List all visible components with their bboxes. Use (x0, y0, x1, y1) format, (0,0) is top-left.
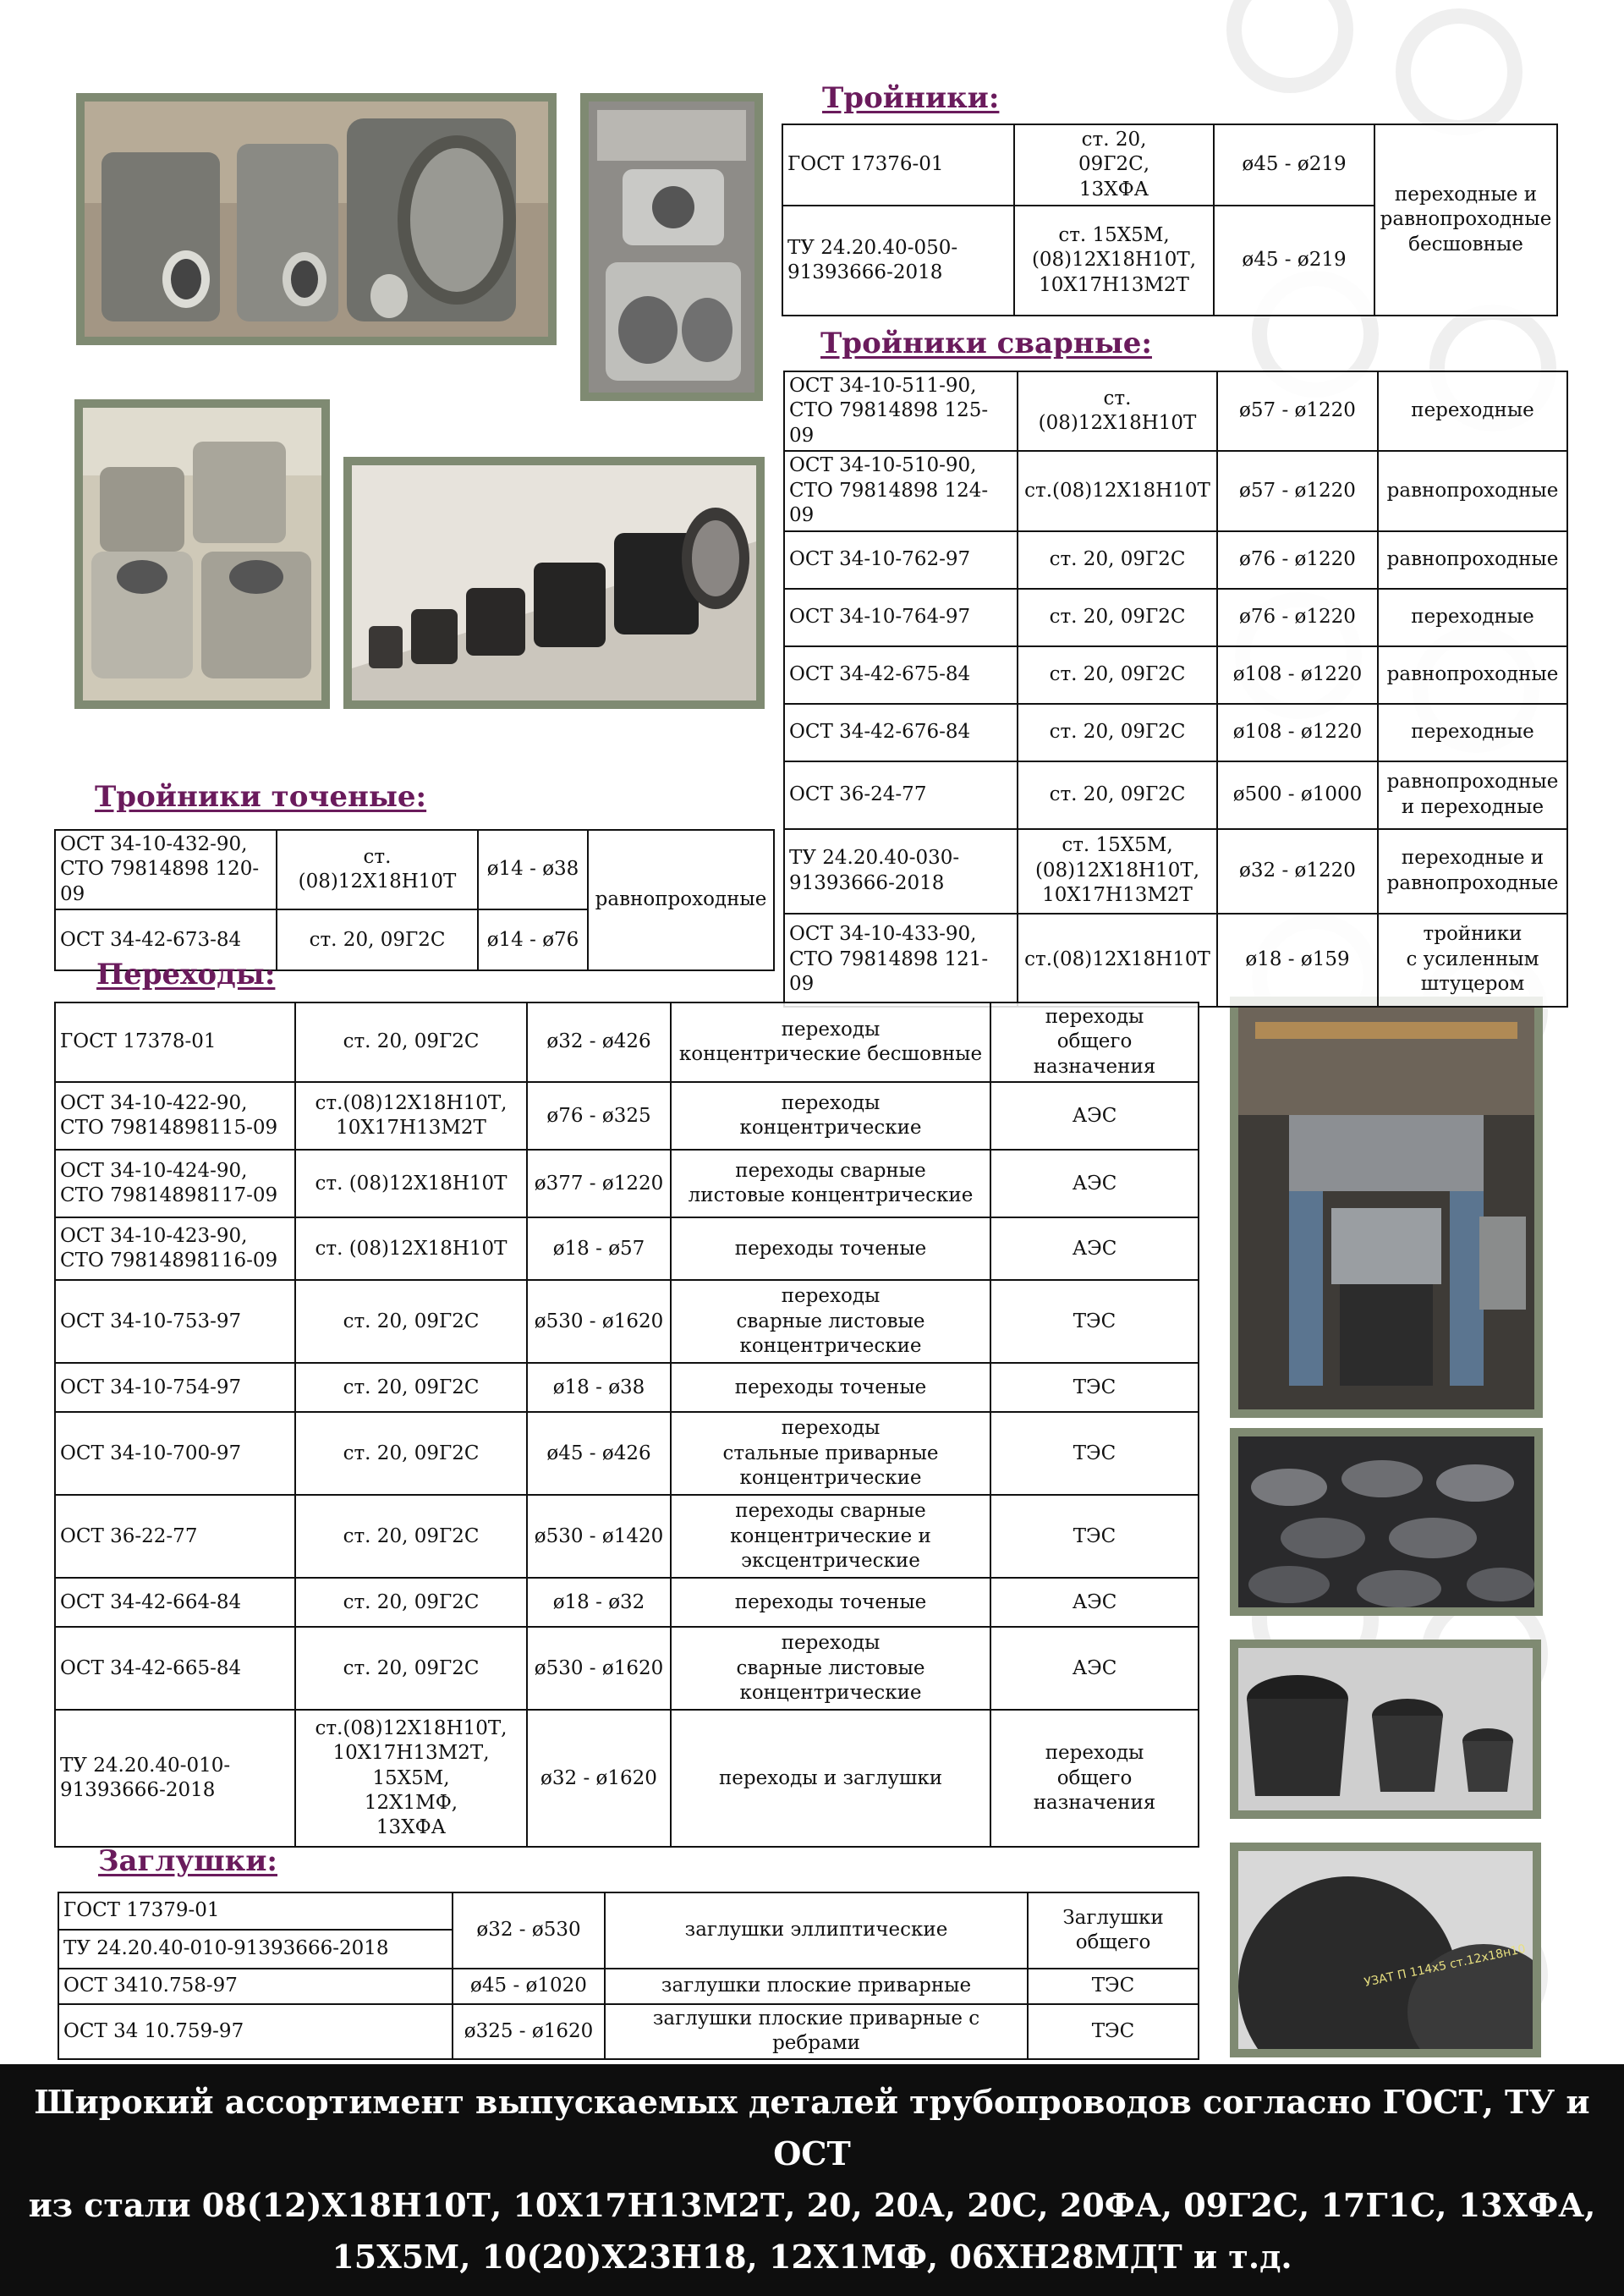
photo-tees-assortment (76, 93, 557, 345)
welded-tees-steel-5: ст. 20, 09Г2С (1018, 704, 1217, 761)
welded-tees-heading: Тройники сварные: (820, 327, 1152, 360)
welded-tees-row (784, 371, 1567, 451)
reducers-type-0: переходы концентрические бесшовные (671, 1002, 990, 1082)
reducers-dia-0: ø32 - ø426 (527, 1002, 671, 1082)
reducers-type-9: переходы сварные листовые концентрические (671, 1627, 990, 1710)
reducers-use-5: ТЭС (990, 1363, 1199, 1412)
photo-polished-tees (74, 399, 330, 709)
photo-press-machine (1230, 997, 1543, 1418)
caps-std-1: ОСТ 34 10.759-97 (58, 2004, 453, 2059)
reducers-std-9: ОСТ 34-42-665-84 (55, 1627, 295, 1710)
tees-dia-1: ø45 - ø219 (1214, 206, 1374, 316)
welded-tees-dia-5: ø108 - ø1220 (1217, 704, 1378, 761)
reducers-std-0: ГОСТ 17378-01 (55, 1002, 295, 1082)
reducers-steel-0: ст. 20, 09Г2С (295, 1002, 527, 1082)
welded-tees-type-5: переходные (1378, 704, 1567, 761)
welded-tees-type-7: переходные и равнопроходные (1378, 829, 1567, 914)
welded-tees-std-8: ОСТ 34-10-433-90, СТО 79814898 121-09 (784, 914, 1018, 1007)
reducers-row (55, 1280, 1199, 1363)
reducers-dia-8: ø18 - ø32 (527, 1578, 671, 1627)
caps-type-0: заглушки плоские приварные (605, 1969, 1028, 2004)
reducers-use-6: ТЭС (990, 1412, 1199, 1495)
reducers-row (55, 1412, 1199, 1495)
cap-marking-text: УЗАТ П 114х5 ст.12х18н10 (1363, 1942, 1528, 1990)
welded-tees-steel-2: ст. 20, 09Г2С (1018, 531, 1217, 589)
tees-table (782, 124, 1558, 316)
welded-tees-dia-8: ø18 - ø159 (1217, 914, 1378, 1007)
reducers-heading: Переходы: (96, 958, 276, 991)
caps-dia-1: ø325 - ø1620 (453, 2004, 605, 2059)
reducers-std-7: ОСТ 36-22-77 (55, 1495, 295, 1578)
reducers-steel-10: ст.(08)12Х18Н10Т, 10Х17Н13М2Т, 15Х5М, 12Х1МФ, 13ХФА (295, 1710, 527, 1847)
welded-tees-row (784, 531, 1567, 589)
welded-tees-std-1: ОСТ 34-10-510-90, СТО 79814898 124-09 (784, 451, 1018, 530)
photo-black-tees-row (343, 457, 765, 709)
welded-tees-row (784, 704, 1567, 761)
photo-reducers (1230, 1640, 1541, 1819)
reducers-dia-9: ø530 - ø1620 (527, 1627, 671, 1710)
reducers-steel-9: ст. 20, 09Г2С (295, 1627, 527, 1710)
welded-tees-steel-6: ст. 20, 09Г2С (1018, 761, 1217, 829)
reducers-use-10: переходы общего назначения (990, 1710, 1199, 1847)
reducers-type-8: переходы точеные (671, 1578, 990, 1627)
reducers-use-3: АЭС (990, 1217, 1199, 1280)
caps-dia-0: ø45 - ø1020 (453, 1969, 605, 2004)
reducers-use-9: АЭС (990, 1627, 1199, 1710)
reducers-table (54, 1002, 1199, 1848)
turned-tees-std-0: ОСТ 34-10-432-90, СТО 79814898 120-09 (55, 830, 277, 909)
tees-dia-0: ø45 - ø219 (1214, 124, 1374, 206)
tees-heading: Тройники: (822, 81, 1000, 115)
turned-tees-dia-1: ø14 - ø76 (478, 909, 588, 970)
reducers-row (55, 1495, 1199, 1578)
caps-std-0: ОСТ 3410.758-97 (58, 1969, 453, 2004)
turned-tees-steel-1: ст. 20, 09Г2С (277, 909, 478, 970)
welded-tees-steel-4: ст. 20, 09Г2С (1018, 646, 1217, 704)
welded-tees-dia-2: ø76 - ø1220 (1217, 531, 1378, 589)
welded-tees-std-4: ОСТ 34-42-675-84 (784, 646, 1018, 704)
turned-tees-std-1: ОСТ 34-42-673-84 (55, 909, 277, 970)
reducers-steel-7: ст. 20, 09Г2С (295, 1495, 527, 1578)
welded-tees-type-8: тройники с усиленным штуцером (1378, 914, 1567, 1007)
welded-tees-row (784, 761, 1567, 829)
caps-table (58, 1892, 1199, 2060)
tees-steel-1: ст. 15Х5М, (08)12Х18Н10Т, 10Х17Н13М2Т (1014, 206, 1214, 316)
welded-tees-type-1: равнопроходные (1378, 451, 1567, 530)
tees-std-0: ГОСТ 17376-01 (782, 124, 1014, 206)
reducers-use-0: переходы общего назначения (990, 1002, 1199, 1082)
reducers-use-8: АЭС (990, 1578, 1199, 1627)
reducers-type-3: переходы точеные (671, 1217, 990, 1280)
footer-banner (0, 2064, 1624, 2296)
turned-tees-heading: Тройники точеные: (95, 780, 427, 814)
reducers-type-6: переходы стальные приварные концентрические (671, 1412, 990, 1495)
caps-dia-group: ø32 - ø530 (453, 1892, 605, 1969)
reducers-steel-8: ст. 20, 09Г2С (295, 1578, 527, 1627)
turned-tees-table (54, 829, 775, 971)
welded-tees-steel-8: ст.(08)12Х18Н10Т (1018, 914, 1217, 1007)
reducers-type-2: переходы сварные листовые концентрические (671, 1150, 990, 1217)
reducers-steel-5: ст. 20, 09Г2С (295, 1363, 527, 1412)
reducers-row (55, 1082, 1199, 1150)
reducers-type-7: переходы сварные концентрические и эксцентрические (671, 1495, 990, 1578)
footer-line-3: 15Х5М, 10(20)Х23Н18, 12Х1МФ, 06ХН28МДТ и т.д. (332, 2237, 1292, 2276)
turned-tees-type: равнопроходные (588, 830, 774, 970)
reducers-dia-5: ø18 - ø38 (527, 1363, 671, 1412)
welded-tees-row (784, 829, 1567, 914)
reducers-use-1: АЭС (990, 1082, 1199, 1150)
reducers-std-5: ОСТ 34-10-754-97 (55, 1363, 295, 1412)
caps-use-0: ТЭС (1028, 1969, 1199, 2004)
reducers-steel-3: ст. (08)12Х18Н10Т (295, 1217, 527, 1280)
welded-tees-type-4: равнопроходные (1378, 646, 1567, 704)
reducers-std-10: ТУ 24.20.40-010- 91393666-2018 (55, 1710, 295, 1847)
reducers-dia-3: ø18 - ø57 (527, 1217, 671, 1280)
reducers-type-1: переходы концентрические (671, 1082, 990, 1150)
reducers-dia-10: ø32 - ø1620 (527, 1710, 671, 1847)
footer-line-1: Широкий ассортимент выпускаемых деталей трубопроводов согласно ГОСТ, ТУ и ОСТ (34, 2083, 1590, 2173)
photo-flanges-pile (1230, 1428, 1543, 1616)
tees-type: переходные и равнопроходные бесшовные (1374, 124, 1557, 316)
reducers-use-2: АЭС (990, 1150, 1199, 1217)
reducers-row (55, 1002, 1199, 1082)
caps-type-1: заглушки плоские приварные с ребрами (605, 2004, 1028, 2059)
reducers-std-4: ОСТ 34-10-753-97 (55, 1280, 295, 1363)
welded-tees-steel-3: ст. 20, 09Г2С (1018, 589, 1217, 646)
reducers-steel-2: ст. (08)12Х18Н10Т (295, 1150, 527, 1217)
welded-tees-std-5: ОСТ 34-42-676-84 (784, 704, 1018, 761)
caps-heading: Заглушки: (98, 1844, 277, 1878)
reducers-std-2: ОСТ 34-10-424-90, СТО 79814898117-09 (55, 1150, 295, 1217)
reducers-dia-6: ø45 - ø426 (527, 1412, 671, 1495)
welded-tees-dia-4: ø108 - ø1220 (1217, 646, 1378, 704)
reducers-type-5: переходы точеные (671, 1363, 990, 1412)
caps-type-group: заглушки эллиптические (605, 1892, 1028, 1969)
welded-tees-type-2: равнопроходные (1378, 531, 1567, 589)
reducers-row (55, 1627, 1199, 1710)
welded-tees-std-7: ТУ 24.20.40-030- 91393666-2018 (784, 829, 1018, 914)
reducers-std-3: ОСТ 34-10-423-90, СТО 79814898116-09 (55, 1217, 295, 1280)
reducers-row (55, 1710, 1199, 1847)
reducers-dia-1: ø76 - ø325 (527, 1082, 671, 1150)
reducers-std-6: ОСТ 34-10-700-97 (55, 1412, 295, 1495)
reducers-use-7: ТЭС (990, 1495, 1199, 1578)
welded-tees-dia-0: ø57 - ø1220 (1217, 371, 1378, 451)
reducers-steel-1: ст.(08)12Х18Н10Т, 10Х17Н13М2Т (295, 1082, 527, 1150)
welded-tees-table (783, 371, 1568, 1008)
welded-tees-type-6: равнопроходные и переходные (1378, 761, 1567, 829)
welded-tees-type-3: переходные (1378, 589, 1567, 646)
welded-tees-row (784, 914, 1567, 1007)
welded-tees-dia-1: ø57 - ø1220 (1217, 451, 1378, 530)
footer-line-2: из стали 08(12)Х18Н10Т, 10Х17Н13М2Т, 20, 20А, 20С, 20ФА, 09Г2С, 17Г1С, 13ХФА, (28, 2186, 1596, 2224)
welded-tees-row (784, 451, 1567, 530)
reducers-row (55, 1217, 1199, 1280)
welded-tees-row (784, 646, 1567, 704)
welded-tees-std-0: ОСТ 34-10-511-90, СТО 79814898 125-09 (784, 371, 1018, 451)
caps-std-gost: ГОСТ 17379-01 (58, 1892, 453, 1930)
reducers-row (55, 1363, 1199, 1412)
reducers-row (55, 1150, 1199, 1217)
photo-stainless-tees (580, 93, 763, 401)
tees-std-1: ТУ 24.20.40-050- 91393666-2018 (782, 206, 1014, 316)
welded-tees-std-3: ОСТ 34-10-764-97 (784, 589, 1018, 646)
photo-caps (1230, 1843, 1541, 2057)
reducers-dia-7: ø530 - ø1420 (527, 1495, 671, 1578)
tees-steel-0: ст. 20, 09Г2С, 13ХФА (1014, 124, 1214, 206)
reducers-steel-4: ст. 20, 09Г2С (295, 1280, 527, 1363)
welded-tees-dia-7: ø32 - ø1220 (1217, 829, 1378, 914)
welded-tees-steel-0: ст. (08)12Х18Н10Т (1018, 371, 1217, 451)
turned-tees-steel-0: ст. (08)12Х18Н10Т (277, 830, 478, 909)
caps-std-tu: ТУ 24.20.40-010-91393666-2018 (58, 1930, 453, 1969)
reducers-type-10: переходы и заглушки (671, 1710, 990, 1847)
welded-tees-steel-1: ст.(08)12Х18Н10Т (1018, 451, 1217, 530)
reducers-use-4: ТЭС (990, 1280, 1199, 1363)
reducers-std-8: ОСТ 34-42-664-84 (55, 1578, 295, 1627)
reducers-std-1: ОСТ 34-10-422-90, СТО 79814898115-09 (55, 1082, 295, 1150)
caps-use-group: Заглушки общего (1028, 1892, 1199, 1969)
welded-tees-steel-7: ст. 15Х5М, (08)12Х18Н10Т, 10Х17Н13М2Т (1018, 829, 1217, 914)
reducers-dia-2: ø377 - ø1220 (527, 1150, 671, 1217)
welded-tees-type-0: переходные (1378, 371, 1567, 451)
welded-tees-row (784, 589, 1567, 646)
welded-tees-dia-6: ø500 - ø1000 (1217, 761, 1378, 829)
welded-tees-std-6: ОСТ 36-24-77 (784, 761, 1018, 829)
reducers-type-4: переходы сварные листовые концентрические (671, 1280, 990, 1363)
turned-tees-dia-0: ø14 - ø38 (478, 830, 588, 909)
reducers-dia-4: ø530 - ø1620 (527, 1280, 671, 1363)
welded-tees-std-2: ОСТ 34-10-762-97 (784, 531, 1018, 589)
caps-use-1: ТЭС (1028, 2004, 1199, 2059)
reducers-steel-6: ст. 20, 09Г2С (295, 1412, 527, 1495)
reducers-row (55, 1578, 1199, 1627)
welded-tees-dia-3: ø76 - ø1220 (1217, 589, 1378, 646)
